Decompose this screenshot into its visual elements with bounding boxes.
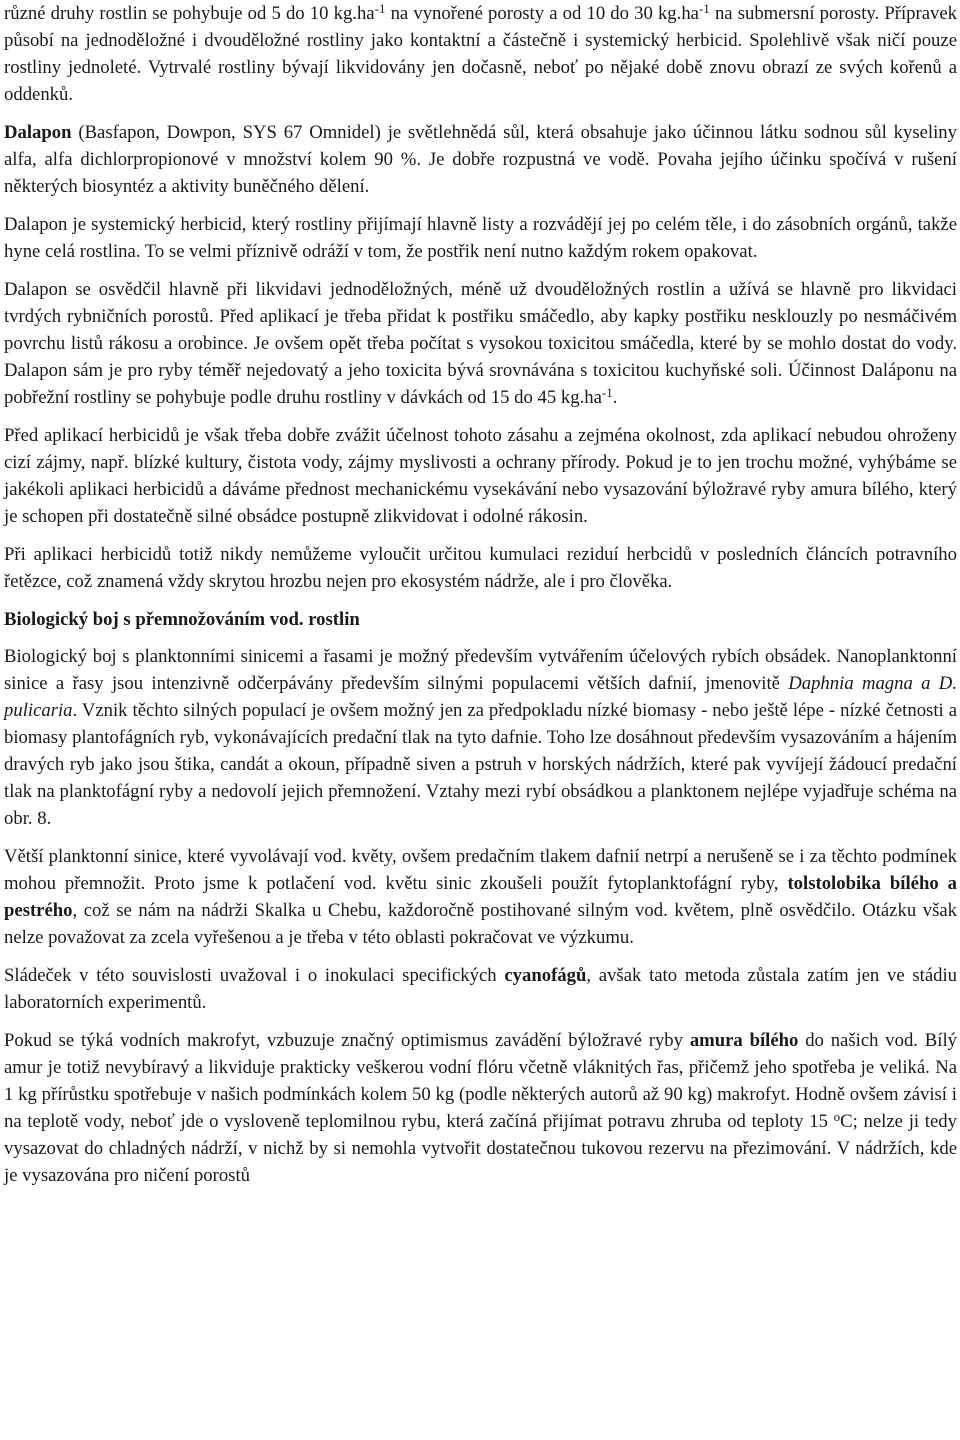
superscript: -1 xyxy=(698,1,710,16)
paragraph-cyanophages xyxy=(4,962,957,1016)
paragraph-herbicide-residue: Při aplikaci herbicidů totiž nikdy nemůžeme vyloučit určitou kumulaci reziduí herbcidů v posledních článcích potravního řetězce, což znamená vždy skrytou hrozbu nejen pro ekosystém nádrže, ale i pro člověka. xyxy=(4,544,957,592)
superscript: -1 xyxy=(601,385,613,400)
bold-term: cyanofágů xyxy=(504,965,587,986)
section-heading: Biologický boj s přemnožováním vod. rostlin xyxy=(4,609,360,630)
paragraph-herbicide-caution: Před aplikací herbicidů je však třeba dobře zvážit účelnost tohoto zásahu a zejména okolnost, zda aplikací nebudou ohroženy cizí zájmy, např. blízké kultury, čistota vody, zájmy myslivosti a ochrany přírody. Pokud je to jen trochu možné, vyhýbáme se jakékoli aplikaci herbicidů a dáváme přednost mechanickému vysekávání nebo vysazování býložravé ryby amura bílého, který je schopen při dostatečně silné obsádce postupně zlikvidovat i odolné rákosin. xyxy=(4,425,957,527)
paragraph-dalapon-intro xyxy=(4,119,957,200)
paragraph-grass-carp xyxy=(4,1027,957,1189)
superscript: o xyxy=(833,1109,841,1124)
paragraph-cyanobacteria xyxy=(4,843,957,951)
text-span: Biologický boj s planktonními sinicemi a řasami je možný především vytvářením účelových rybích obsádek. Nanoplanktonní sinice a řasy jsou intenzivně odčerpávány především silnými populacemi větších dafnií, jmenovitě xyxy=(4,646,957,694)
text-span: Sládeček v této souvislosti uvažoval i o inokulaci specifických xyxy=(4,965,505,986)
paragraph-biological-control xyxy=(4,643,957,832)
italic-species: Daphnia magna a D. pulicaria xyxy=(4,673,957,721)
bold-term: amura bílého xyxy=(689,1030,799,1051)
bold-term: tolstolobika bílého a pestrého xyxy=(4,873,957,921)
paragraph-dalapon-systemic: Dalapon je systemický herbicid, který rostliny přijímají hlavně listy a rozvádějí jej po celém těle, i do zásobních orgánů, takže hyne celá rostlina. To se velmi příznivě odráží v tom, že postřik není nutno každým rokem opakovat. xyxy=(4,214,957,262)
superscript: -1 xyxy=(374,1,386,16)
text-span: na submersní porosty. Přípravek působí na jednoděložné i dvouděložné rostliny jako kontaktní a částečně i systemický herbicid. Spolehlivě však ničí pouze rostliny jednoleté. Vytrvalé rostliny bývají likvidovány jen dočasně, neboť po nějaké době znovu obrazí ze svých kořenů a oddenků. xyxy=(4,3,957,105)
text-span: C; nelze ji tedy vysazovat do chladných nádrží, v nichž by si nemohla vytvořit dostatečnou tukovou rezervu na přezimování. V nádržích, kde je vysazována pro ničení porostů xyxy=(4,1111,957,1186)
text-span: (Basfapon, Dowpon, SYS 67 Omnidel) je světlehnědá sůl, která obsahuje jako účinnou látku sodnou sůl kyseliny alfa, alfa dichlorpropionové v množství kolem 90 %. Je dobře rozpustná ve vodě. Povaha jejího účinku spočívá v rušení některých biosyntéz a aktivity buněčného dělení. xyxy=(4,122,957,197)
text-span: . Vznik těchto silných populací je ovšem možný jen za předpokladu nízké biomasy - nebo ještě lépe - nízké četnosti a biomasy plantofágních ryb, vykonávajících predační tlak na tyto dafnie. Toho lze dosáhnout především vysazováním a hájením dravých ryb jako jsou štika, candát a okoun, případně siven a pstruh v horských nádržích, které pak vyvíjejí žádoucí predační tlak na planktofágní ryby a nedovolí jejich přemnožení. Vztahy mezi rybí obsádkou a planktonem nejlépe vyjadřuje schéma na obr. 8. xyxy=(4,700,957,829)
text-span: na vynořené porosty a od 10 do 30 kg.ha xyxy=(385,3,699,24)
text-span: Pokud se týká vodních makrofyt, vzbuzuje značný optimismus zavádění býložravé ryby xyxy=(4,1030,690,1051)
text-span: do našich vod. Bílý amur je totiž nevybíravý a likviduje prakticky veškerou vodní flóru včetně vláknitých řas, přičemž jeho spotřeba je veliká. Na 1 kg přírůstku spotřebuje v našich podmínkách kolem 50 kg (podle některých autorů až 90 kg) makrofyt. Hodně ovšem závisí i na teplotě vody, neboť jde o vysloveně teplomilnou rybu, která začíná přijímat potravu zhruba od teploty 15 xyxy=(4,1030,957,1132)
text-span: Dalapon se osvědčil hlavně při likvidavi jednoděložných, méně už dvouděložných rostlin a užívá se hlavně pro likvidaci tvrdých rybničních porostů. Před aplikací je třeba přidat k postřiku smáčedlo, aby kapky postřiku nesklouzly po nesmáčivém povrchu listů rákosu a orobince. Je ovšem opět třeba počítat s vysokou toxicitou smáčedla, které by se mohlo dostat do vody. Dalapon sám je pro ryby téměř nejedovatý a jeho toxicita bývá srovnávána s toxicitou kuchyňské soli. Účinnost Daláponu na pobřežní rostliny se pohybuje podle druhu rostliny v dávkách od 15 do 45 kg.ha xyxy=(4,279,957,408)
text-span: . xyxy=(612,387,618,408)
text-span: , což se nám na nádrži Skalka u Chebu, každoročně postihované silným vod. květem, plně osvědčilo. Otázku však nelze považovat za zcela vyřešenou a je třeba v této oblasti pokračovat ve výzkumu. xyxy=(4,900,957,948)
text-span: Větší planktonní sinice, které vyvolávají vod. květy, ovšem predačním tlakem dafnií netrpí a nerušeně se i za těchto podmínek mohou přemnožit. Proto jsme k potlačení vod. květu sinic zkoušeli použít fytoplanktofágní ryby, xyxy=(4,846,957,894)
paragraph-dalapon-use xyxy=(4,276,957,411)
bold-term: Dalapon xyxy=(4,122,72,143)
text-span: různé druhy rostlin se pohybuje od 5 do 10 kg.ha xyxy=(4,3,375,24)
paragraph-dosage xyxy=(4,0,957,108)
text-span: , avšak tato metoda zůstala zatím jen ve stádiu laboratorních experimentů. xyxy=(4,965,957,1013)
